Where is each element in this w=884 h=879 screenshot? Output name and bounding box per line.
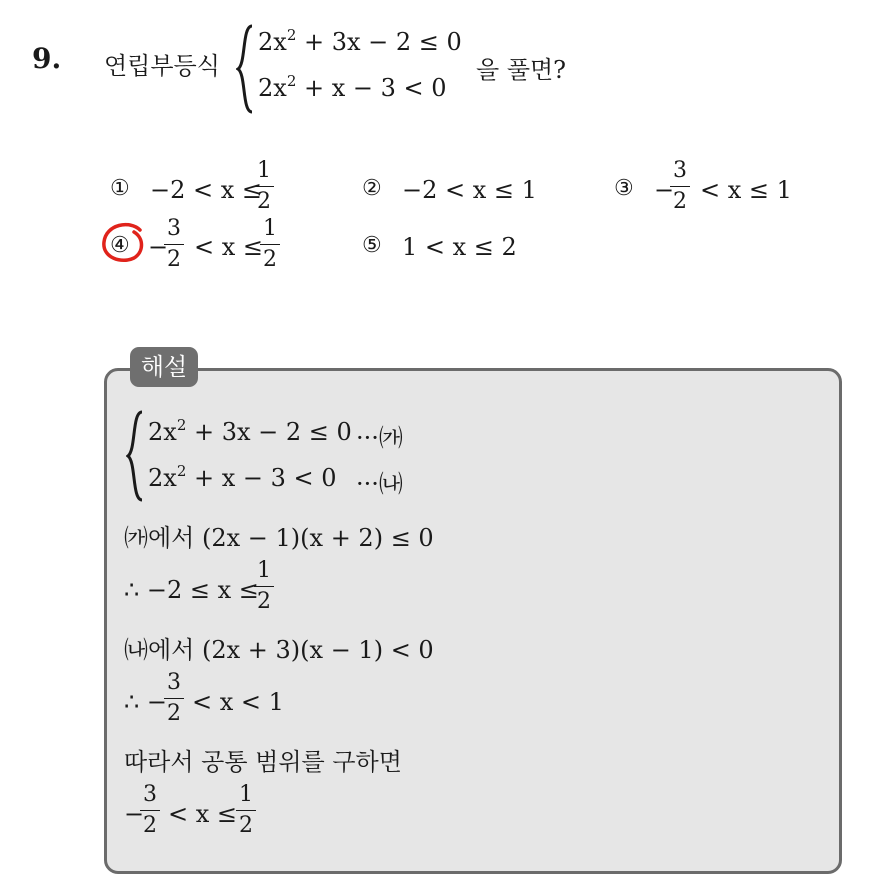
solution-system-equation-1: $2x^2 + 3x - 2 \le 0$	[148, 416, 352, 446]
choice-4-minus: −	[148, 233, 169, 261]
question-number: 9.	[32, 42, 62, 75]
system-equation-1: $2x^2 + 3x - 2 \le 0$	[258, 26, 462, 56]
solution-line-4-prefix: ∴ −	[124, 688, 168, 716]
choice-2-expr[interactable]: −2 < x ≤ 1	[402, 176, 537, 204]
choice-1-expr[interactable]: −2 < x ≤	[150, 176, 263, 204]
choice-5-mark[interactable]: ⑤	[362, 233, 382, 258]
choice-2-mark[interactable]: ②	[362, 176, 382, 201]
question-suffix: 을 풀면?	[476, 56, 567, 84]
choice-4-fraction-2: 1 2	[258, 216, 282, 273]
solution-line-2-fraction: 1 2	[252, 558, 276, 615]
choice-3-fraction: 3 2	[668, 158, 692, 215]
question-prefix: 연립부등식	[104, 52, 220, 80]
solution-system-brace	[126, 410, 146, 502]
choice-1-fraction: 1 2	[252, 158, 276, 215]
choice-1-mark[interactable]: ①	[110, 176, 130, 201]
solution-line-5: 따라서 공통 범위를 구하면	[124, 748, 402, 776]
system-brace	[236, 24, 256, 114]
solution-system-label-1: ···㈎	[356, 424, 403, 452]
choice-3-expr[interactable]: < x ≤ 1	[700, 176, 792, 204]
choice-4-expr[interactable]: < x ≤	[194, 233, 264, 261]
solution-line-1: ㈎에서 (2x − 1)(x + 2) ≤ 0	[124, 524, 434, 552]
solution-tag: 해설	[130, 347, 198, 387]
solution-line-4-suffix: < x < 1	[192, 688, 284, 716]
solution-line-4-fraction: 3 2	[162, 670, 186, 727]
solution-line-3: ㈏에서 (2x + 3)(x − 1) < 0	[124, 636, 434, 664]
choice-3-minus: −	[654, 176, 675, 204]
choice-3-mark[interactable]: ③	[614, 176, 634, 201]
solution-line-2: ∴ −2 ≤ x ≤	[124, 576, 259, 604]
solution-line-6-middle: < x ≤	[168, 800, 238, 828]
solution-system-label-2: ···㈏	[356, 470, 403, 498]
choice-4-mark[interactable]: ④	[110, 233, 130, 258]
choice-4-fraction-1: 3 2	[162, 216, 186, 273]
solution-system-equation-2: $2x^2 + x - 3 < 0$	[148, 462, 337, 492]
system-equation-2: $2x^2 + x - 3 < 0$	[258, 72, 447, 102]
solution-line-6-prefix: −	[124, 800, 145, 828]
choice-5-expr[interactable]: 1 < x ≤ 2	[402, 233, 517, 261]
solution-line-6-fraction-1: 3 2	[138, 782, 162, 839]
solution-line-6-fraction-2: 1 2	[234, 782, 258, 839]
